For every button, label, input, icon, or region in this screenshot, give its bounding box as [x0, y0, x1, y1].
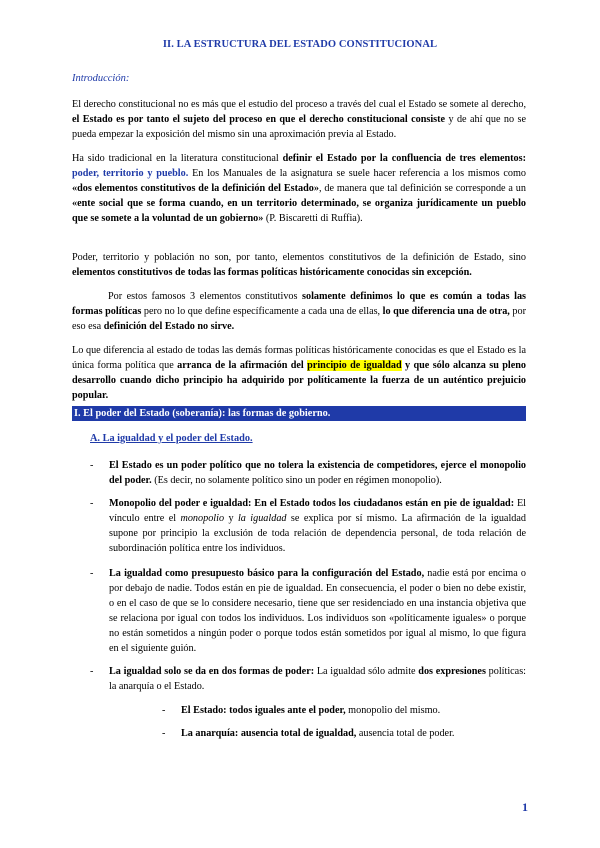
- page-number: 1: [522, 800, 528, 814]
- bullet-4-text-a: La igualdad sólo admite: [314, 666, 419, 677]
- p2-bold-b: definir el Estado por la confluencia de tres elementos:: [282, 153, 526, 164]
- bullet-1-text: (Es decir, no solamente político sino un poder en régimen monopolio).: [151, 475, 442, 486]
- bullet-2-text-b: y: [224, 513, 238, 524]
- p4-bold-f: definición del Estado no sirve.: [103, 321, 235, 332]
- bullet-item-2: [90, 496, 526, 556]
- bullet-1-bold: El Estado es un poder político que no tolera la existencia de competidores, ejerce el monopolio del poder.: [109, 460, 526, 486]
- bullet-2-italic-a: monopolio: [180, 513, 225, 524]
- p2-bold-blue: poder, territorio y pueblo.: [72, 168, 189, 179]
- bullet-4-text-b: políticas: la anarquía o el Estado.: [109, 666, 526, 692]
- bullet-3-text: nadie está por encima o por debajo de nadie. Todos están en pie de igualdad. En consecuencia, el poder o bien no debe existir, o en el caso de que se lo considere necesario, tiene que ser residenciado en una instancia objetiva que se relaciona por igual con todos los individuos. Los individuos son «políticamente iguales» o porque no están sometidos a ningún poder o porque todos están sometidos por igual al mismo, lo que figura en el siguiente guión.: [109, 568, 526, 654]
- sub-bullet-1-bold: El Estado: todos iguales ante el poder,: [181, 705, 346, 716]
- paragraph-1: [72, 97, 526, 142]
- p5-text-a: Lo que diferencia al estado de todas las demás formas políticas históricamente conocidas es que el Estado es la única forma política que: [72, 345, 526, 371]
- p2-bold-g: «ente social que se forma cuando, en un territorio determinado, se organiza jurídicamente un pueblo que se somete a la voluntad de un gobierno»: [72, 198, 526, 224]
- p1-bold: el Estado es por tanto el sujeto del proceso en que el derecho constitucional consiste: [72, 114, 446, 125]
- paragraph-4: [72, 289, 526, 334]
- paragraph-3: [72, 250, 526, 280]
- p2-text-h: (P. Biscaretti di Ruffia).: [263, 213, 363, 224]
- dash-marker: -: [90, 498, 94, 509]
- p3-bold: elementos constitutivos de todas las formas políticas históricamente conocidas sin excepción.: [72, 267, 472, 278]
- paragraph-2: [72, 151, 526, 226]
- bullet-2-text-c: se explica por sí mismo. La afirmación de la igualdad supone por principio la exclusión de toda relación de dependencia personal, de toda relación de subordinación política entre los individuos.: [109, 513, 526, 554]
- bullet-2-italic-b: la igualdad: [237, 513, 287, 524]
- p2-text-f: , de manera que tal definición se corresponde a un: [318, 183, 526, 194]
- p1-text-a: El derecho constitucional no es más que el estudio del proceso a través del cual el Estado se somete al derecho,: [72, 99, 526, 110]
- dash-marker: -: [162, 705, 166, 716]
- p4-bold-d: lo que diferencia una de otra,: [382, 306, 510, 317]
- bullet-4-bold: La igualdad solo se da en dos formas de poder:: [109, 666, 315, 677]
- bullet-4-bold-b: dos expresiones: [418, 666, 486, 677]
- section-heading-1-text: I. El poder del Estado (soberanía): las formas de gobierno.: [74, 408, 331, 419]
- dash-marker: -: [90, 460, 94, 471]
- p4-bold-b: solamente definimos lo que es común a todas las formas políticas: [72, 291, 526, 317]
- p5-highlight: principio de igualdad: [307, 360, 402, 371]
- p2-text-a: Ha sido tradicional en la literatura constitucional: [72, 153, 283, 164]
- bullet-2-text-a: El vínculo entre el: [109, 498, 526, 524]
- dash-marker: -: [90, 568, 94, 579]
- subsection-heading-a: A. La igualdad y el poder del Estado.: [90, 433, 253, 444]
- dash-marker: -: [90, 666, 94, 677]
- section-heading-1: [72, 406, 526, 421]
- p1-text-c: y de ahí que no se pueda empezar la exposición del mismo sin una aproximación previa al Estado.: [72, 114, 526, 140]
- p4-text-c: pero no lo que define específicamente a cada una de ellas,: [141, 306, 383, 317]
- sub-bullet-2-text: ausencia total de poder.: [356, 728, 455, 739]
- paragraph-5: [72, 343, 526, 403]
- sub-bullet-2-bold: La anarquía: ausencia total de igualdad,: [181, 728, 357, 739]
- p4-text-a: Por estos famosos 3 elementos constitutivos: [108, 291, 303, 302]
- p5-bold-d: y que sólo alcanza su pleno desarrollo cuando dicho principio ha adquirido por políticamente la fuerza de un auténtico prejuicio popular.: [72, 360, 526, 401]
- bullet-2-bold: Monopolio del poder e igualdad: En el Estado todos los ciudadanos están en pie de igualdad:: [109, 498, 515, 509]
- sub-bullet-item-2: [162, 726, 526, 741]
- p5-bold-b: arranca de la afirmación del: [177, 360, 308, 371]
- intro-heading: Introducción:: [72, 73, 130, 84]
- bullet-item-3: [90, 566, 526, 656]
- p3-text-a: Poder, territorio y población no son, por tanto, elementos constitutivos de la definición de Estado, sino: [72, 252, 526, 263]
- document-title: II. LA ESTRUCTURA DEL ESTADO CONSTITUCIONAL: [162, 39, 438, 50]
- bullet-item-4: [90, 664, 526, 694]
- bullet-3-bold: La igualdad como presupuesto básico para la configuración del Estado,: [109, 568, 425, 579]
- p2-bold-e: «dos elementos constitutivos de la definición del Estado»: [72, 183, 319, 194]
- dash-marker: -: [162, 728, 166, 739]
- bullet-item-1: [90, 458, 526, 488]
- sub-bullet-1-text: monopolio del mismo.: [345, 705, 441, 716]
- sub-bullet-item-1: [162, 703, 526, 718]
- p2-text-d: En los Manuales de la asignatura se suele hacer referencia a los mismos como: [188, 168, 526, 179]
- p4-text-e: por eso esa: [72, 306, 526, 332]
